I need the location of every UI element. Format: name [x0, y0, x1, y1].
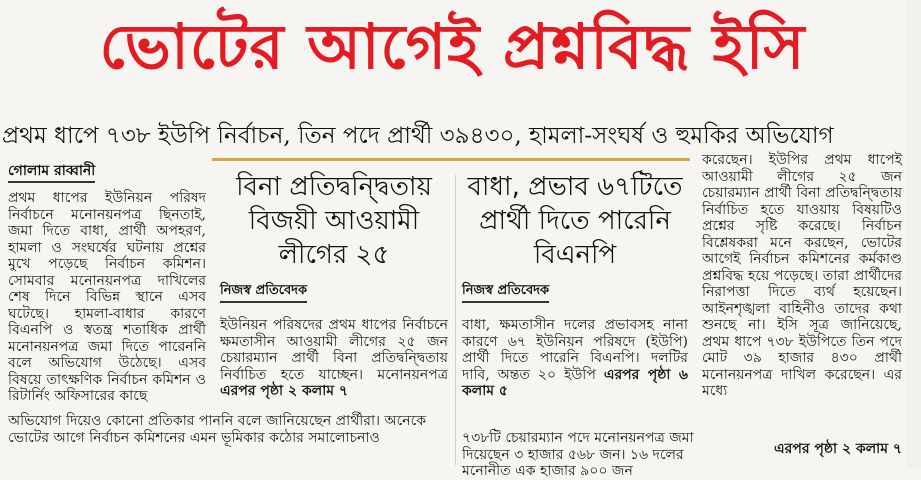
- story-bnp-byline: নিজস্ব প্রতিবেদক: [462, 282, 549, 303]
- story-awami-text: ইউনিয়ন পরিষদের প্রথম ধাপের নির্বাচনে ক্ষমতাসীন আওয়ামী লীগের ২৫ জন চেয়ারম্যান প্রার্থী বিনা প্রতিদ্বন্দ্বিতায় নির্বাচিত হতে যাচ্ছেন। মনোনয়নপত্র: [220, 317, 448, 383]
- story-awami-byline: নিজস্ব প্রতিবেদক: [220, 282, 307, 303]
- right-column: [702, 152, 902, 458]
- story-bnp-text: বাধা, ক্ষমতাসীন দলের প্রভাবসহ নানা কারণে ৬৭ ইউনিয়ন পরিষদে (ইউপি) প্রার্থী দিতে পারেনি বিএনপি। দলটির দাবি, অন্তত ২০ ইউপি: [462, 317, 688, 383]
- story-awami: [220, 170, 448, 403]
- strap-line: প্রথম ধাপে ৭৩৮ ইউপি নির্বাচন, তিন পদে প্রার্থী ৩৯৪৩০, হামলা-সংঘর্ষ ও হুমকির অভিযোগ: [2, 123, 834, 149]
- gold-rule: [212, 158, 690, 161]
- main-byline: গোলাম রাব্বানী: [8, 162, 95, 183]
- main-story-body: প্রথম ধাপের ইউনিয়ন পরিষদ নির্বাচনে মনোনয়নপত্র ছিনতাই, জমা দিতে বাধা, প্রার্থী অপহরণ, হামলা ও সংঘর্ষের ঘটনায় প্রশ্নের মুখে পড়েছে নির্বাচন কমিশন। সোমবার মনোনয়নপত্র দাখিলের শেষ দিনে বিভিন্ন স্থানে এসব ঘটেছে। হামলা-বাধার কারণে বিএনপি ও স্বতন্ত্র শতাধিক প্রার্থী মনোনয়নপত্র জমা দিতে পারেননি বলে অভিযোগ উঠেছে। এসব বিষয়ে তাৎক্ষণিক নির্বাচন কমিশন ও রিটার্নিং অফিসারের কাছে: [8, 190, 206, 404]
- story-bnp: [462, 170, 688, 403]
- story-bnp-jump: এরপর পৃষ্ঠা ৬ কলাম ৫: [462, 366, 689, 399]
- main-story: [8, 160, 206, 430]
- story-awami-title: বিনা প্রতিদ্বন্দ্বিতায় বিজয়ী আওয়ামী লীগের ২৫: [236, 172, 432, 270]
- story-awami-jump: এরপর পৃষ্ঠা ২ কলাম ৭: [220, 383, 349, 399]
- story-bnp-bottom: ৭৩৮টি চেয়ারম্যান পদে মনোনয়নপত্র জমা দিয়েছেন ৩ হাজার ৫৬৮ জন। ১৬ দলের মনোনীত এক হাজার ৯০০ জন: [462, 430, 694, 479]
- adjacent-page-edge: [907, 0, 921, 468]
- right-column-jump: এরপর পৃষ্ঠা ২ কলাম ৭: [773, 441, 902, 457]
- column-divider: [455, 175, 456, 465]
- story-awami-body: [220, 317, 448, 403]
- story-bnp-title: বাধা, প্রভাব ৬৭টিতে প্রার্থী দিতে পারেনি বিএনপি: [467, 172, 683, 270]
- right-column-body: করেছেন। ইউপির প্রথম ধাপেই আওয়ামী লীগের ২৫ জন চেয়ারম্যান প্রার্থী বিনা প্রতিদ্বন্দ্বিতায় নির্বাচিত হতে যাওয়ায় বিষয়টিও প্রশ্নের সৃষ্টি করেছে। নির্বাচন বিশ্লেষকরা মনে করছেন, ভোটের আগেই নির্বাচন কমিশনের কর্মকাণ্ড প্রশ্নবিদ্ধ হয়ে পড়েছে। তারা প্রার্থীদের নিরাপত্তা দিতে ব্যর্থ হয়েছেন। আইনশৃঙ্খলা বাহিনীও তাদের কথা শুনছে না। ইসি সূত্র জানিয়েছে, প্রথম ধাপে ৭৩৮ ইউপিতে তিন পদে মোট ৩৯ হাজার ৪৩০ প্রার্থী মনোনয়নপত্র দাখিল করেছেন। এর মধ্যে: [702, 152, 902, 399]
- main-story-bottom: অভিযোগ দিয়েও কোনো প্রতিকার পাননি বলে জানিয়েছেন প্রার্থীরা। অনেকে ভোটের আগে নির্বাচন কমিশনের এমন ভূমিকার কঠোর সমালোচনাও: [8, 413, 427, 446]
- story-bnp-body: [462, 317, 688, 403]
- headline: ভোটের আগেই প্রশ্নবিদ্ধ ইসি: [99, 10, 806, 83]
